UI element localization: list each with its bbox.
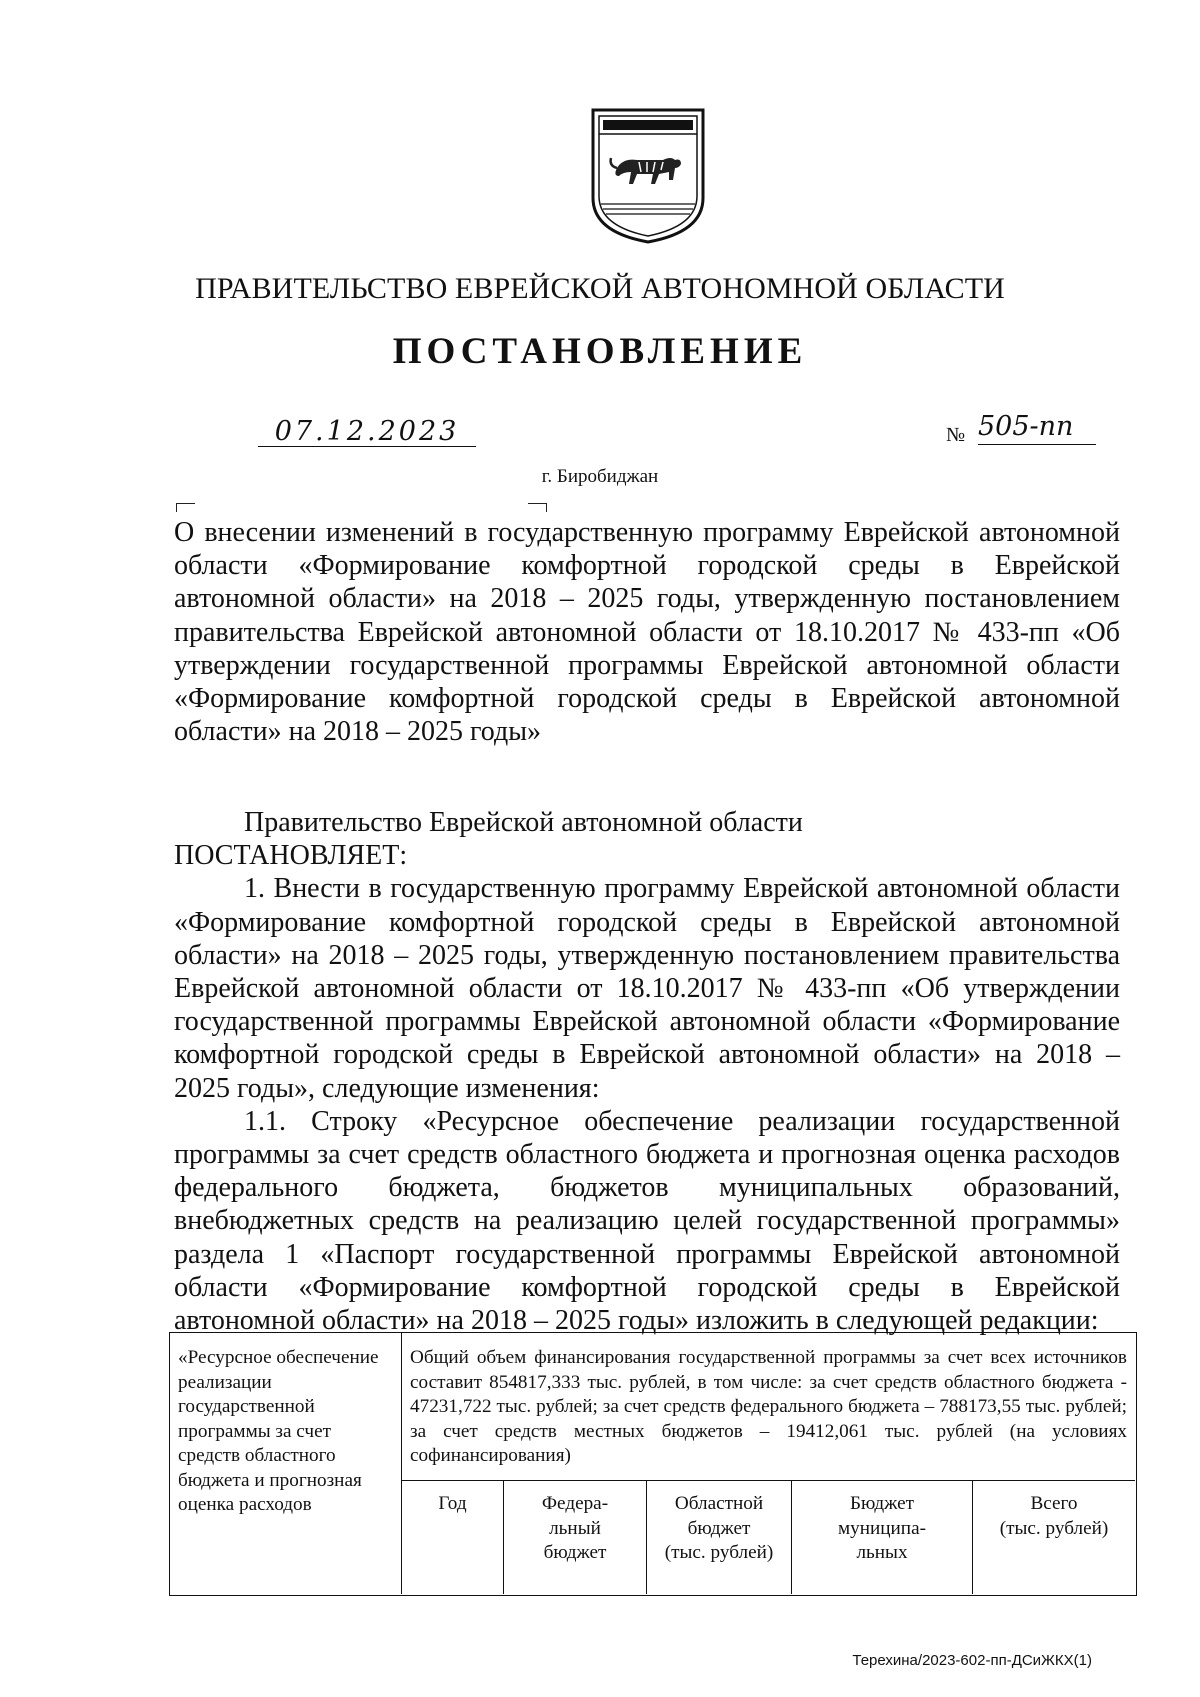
subject-corner-right: [528, 503, 547, 512]
resource-table: [169, 1332, 1137, 1596]
column-header-year: Год: [402, 1481, 504, 1594]
footer-reference: Терехина/2023-602-пп-ДСиЖКХ(1): [852, 1652, 1092, 1669]
number-label: №: [946, 424, 966, 446]
city: г. Биробиджан: [541, 466, 659, 487]
body-intro: Правительство Еврейской автономной области: [244, 807, 803, 838]
column-header-regional: Областной бюджет (тыс. рублей): [647, 1481, 792, 1594]
document-number: 505-пп: [978, 412, 1096, 445]
row-label-cell: «Ресурсное обеспечение реализации государственной программы за счет средств областного бюджета и прогнозная оценка расходов: [170, 1333, 402, 1594]
column-header-total: Всего (тыс. рублей): [999, 1493, 1109, 1539]
document-subject: О внесении изменений в государственную программу Еврейской автономной области «Формирование комфортной городской среды в Еврейской автономной области» на 2018 – 2025 годы, утвержденную постановлением правительства Еврейской автономной области от 18.10.2017 № 433-пп «Об утверждении государственной программы Еврейской автономной области «Формирование комфортной городской среды в Еврейской автономной области» на 2018 – 2025 годы»: [174, 517, 1120, 748]
column-header-federal: Федера- льный бюджет: [504, 1481, 647, 1594]
coat-of-arms-icon: [589, 106, 707, 246]
document-body: [174, 806, 1120, 1337]
government-title: ПРАВИТЕЛЬСТВО ЕВРЕЙСКОЙ АВТОНОМНОЙ ОБЛАСТИ: [195, 272, 1005, 305]
document-date: 07.12.2023: [258, 418, 476, 447]
document-kind: ПОСТАНОВЛЕНИЕ: [392, 331, 808, 372]
item-1-1: 1.1. Строку «Ресурсное обеспечение реализации государственной программы за счет средств областного бюджета и прогнозная оценка расходов федерального бюджета, бюджетов муниципальных образований, внебюджетных средств на реализацию целей государственной программы» раздела 1 «Паспорт государственной программы Еврейской автономной области «Формирование комфортной городской среды в Еврейской автономной области» на 2018 – 2025 годы» изложить в следующей редакции:: [174, 1105, 1120, 1337]
subject-corner-left: [176, 503, 195, 512]
item-1: 1. Внести в государственную программу Еврейской автономной области «Формирование комфортной городской среды в Еврейской автономной области» на 2018 – 2025 годы, утвержденную постановлением правительства Еврейской автономной области от 18.10.2017 № 433-пп «Об утверждении государственной программы Еврейской автономной области «Формирование комфортной городской среды в Еврейской автономной области» на 2018 – 2025 годы», следующие изменения:: [174, 873, 1120, 1104]
column-header-municipal: Бюджет муниципа- льных: [792, 1481, 973, 1594]
summary-cell: Общий объем финансирования государственной программы за счет всех источников составит 854817,333 тыс. рублей, в том числе: за счет средств областного бюджета - 47231,722 тыс. рублей; за счет средств федерального бюджета – 788173,55 тыс. рублей; за счет средств местных бюджетов – 19412,061 тыс. рублей (на условиях софинансирования): [402, 1333, 1135, 1481]
body-decree: ПОСТАНОВЛЯЕТ:: [174, 840, 408, 872]
